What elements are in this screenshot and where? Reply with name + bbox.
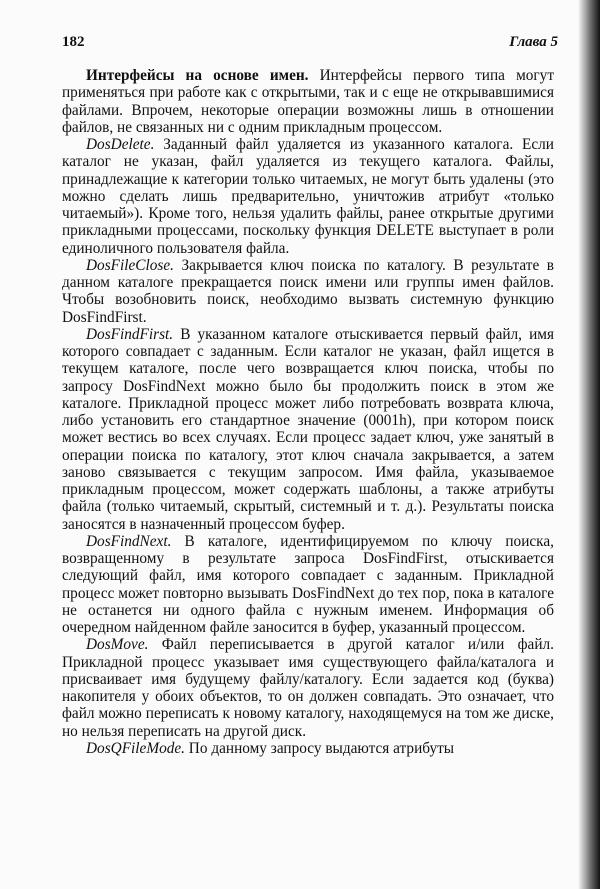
body-text	[62, 67, 554, 757]
paragraph-text: Файл переписывается в другой каталог и/или файл. Прикладной процесс указывает имя существующего файла/каталога и присваивает имя будущему файлу/каталогу. Если задается код (буква) накопителя у обоих объектов, то он должен совпадать. Это означает, что файл можно переписать к новому каталогу, находящемуся на том же диске, но нельзя переписать на другой диск.	[62, 636, 554, 740]
paragraph-text: По данному запросу выдаются атрибуты	[184, 739, 455, 757]
paragraph-dosfileclose	[62, 257, 554, 326]
paragraph-text: В указанном каталоге отыскивается первый файл, имя которого совпадает с заданным. Если каталог не указан, файл ищется в текущем каталоге, после чего возвращается ключ поиска, чтобы по запросу DosFindNext можно было бы продолжить поиск в этом же каталоге. Прикладной процесс может либо потребовать возврата ключа, либо установить его стандартное значение (0001h), при котором поиск может вестись во всех случаях. Если процесс задает ключ, уже занятый в операции поиска по каталогу, этот ключ сначала закрывается, а затем заново связывается с текущим запросом. Имя файла, указываемое прикладным процессом, может содержать шаблоны, а также атрибуты файла (только читаемый, скрытый, системный и т. д.). Результаты поиска заносятся в назначенный процессом буфер.	[62, 325, 554, 533]
paragraph-dosfindfirst	[62, 326, 554, 533]
paragraph-name-interfaces	[62, 67, 554, 136]
function-term: DosFindNext.	[86, 532, 172, 550]
page-edge-shadow	[578, 0, 600, 889]
paragraph-text: Закрывается ключ поиска по каталогу. В результате в данном каталоге прекращается поиск имени или группы имен файлов. Чтобы возобновить поиск, необходимо вызвать системную функцию DosFindFirst.	[62, 256, 554, 326]
paragraph-dosqfilemode	[62, 740, 554, 757]
function-term: DosDelete.	[86, 136, 155, 153]
chapter-title: Глава 5	[509, 34, 558, 50]
paragraph-text: Заданный файл удаляется из указанного каталога. Если каталог не указан, файл удаляется из текущего каталога. Файлы, принадлежащие к категории только читаемых, не могут быть удалены (это можно сделать лишь предварительно, уничтожив атрибут «только читаемый»). Кроме того, нельзя удалить файлы, ранее открытые другими прикладными процессами, поскольку функция DELETE выступает в роли единоличного пользователя файла.	[62, 136, 554, 257]
paragraph-dosfindnext	[62, 533, 554, 637]
page-header	[62, 34, 558, 54]
function-term: DosFindFirst.	[86, 325, 174, 343]
section-lead: Интерфейсы на основе имен.	[86, 67, 309, 84]
function-term: DosQFileMode.	[86, 739, 185, 757]
paragraph-dosmove	[62, 636, 554, 740]
paragraph-dosdelete	[62, 136, 554, 257]
function-term: DosFileClose.	[86, 256, 174, 274]
paragraph-text: В каталоге, идентифицируемом по ключу поиска, возвращенному в результате запроса DosFindFirst, отыскивается следующий файл, имя которого совпадает с заданным. Прикладной процесс может повторно вызывать DosFindNext до тех пор, пока в каталоге не останется ни одного файла с нужным именем. Информация об очередном найденном файле заносится в буфер, указанный процессом.	[62, 532, 554, 636]
page-number: 182	[62, 34, 85, 50]
function-term: DosMove.	[86, 636, 149, 654]
paragraph-text: Интерфейсы первого типа могут применяться при работе как с открытыми, так и с еще не открывавшимися файлами. Впрочем, некоторые операции возможны лишь в отношении файлов, не связанных ни с одним прикладным процессом.	[62, 67, 555, 136]
